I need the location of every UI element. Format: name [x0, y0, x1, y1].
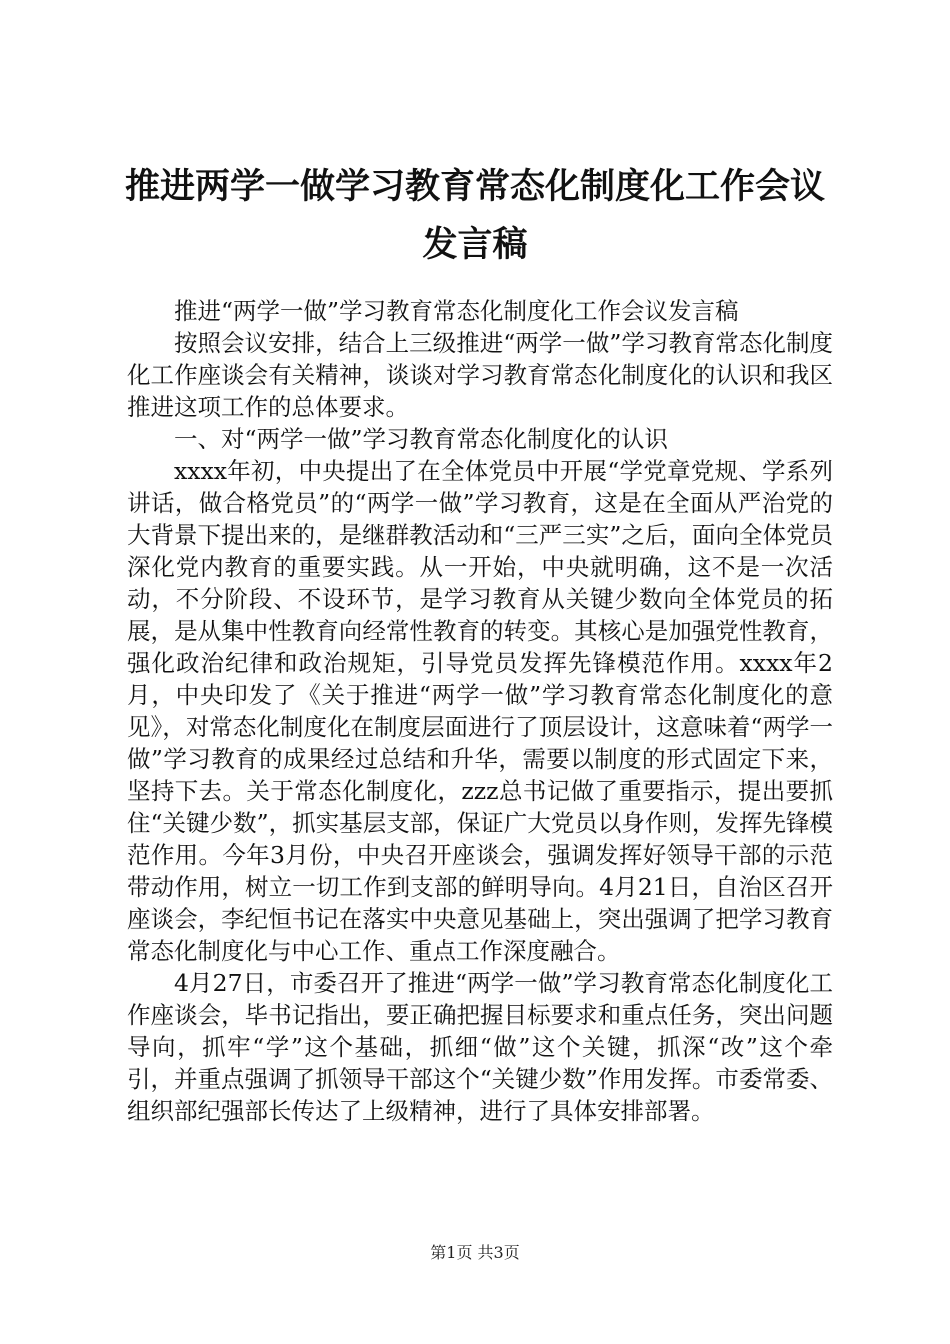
page-number-footer: 第1页 共3页	[430, 1243, 520, 1262]
paragraph-intro: 按照会议安排，结合上三级推进“两学一做”学习教育常态化制度化工作座谈会有关精神，谈谈对学习教育常态化制度化的认识和我区推进这项工作的总体要求。	[127, 329, 833, 421]
title-line-2: 发言稿	[422, 225, 528, 265]
section-heading-1: 一、对“两学一做”学习教育常态化制度化的认识	[174, 425, 669, 453]
paragraph-heading: 推进“两学一做”学习教育常态化制度化工作会议发言稿	[174, 297, 739, 325]
document-title	[110, 158, 840, 274]
paragraph-body-1: xxxx年初，中央提出了在全体党员中开展“学党章党规、学系列讲话，做合格党员”的“两学一做”学习教育，这是在全面从严治党的大背景下提出来的，是继群教活动和“三严三实”之后，面向全体党员深化党内教育的重要实践。从一开始，中央就明确，这不是一次活动，不分阶段、不设环节，是学习教育从关键少数向全体党员的拓展，是从集中性教育向经常性教育的转变。其核心是加强党性教育，强化政治纪律和政治规矩，引导党员发挥先锋模范作用。xxxx年2月，中央印发了《关于推进“两学一做”学习教育常态化制度化的意见》，对常态化制度化在制度层面进行了顶层设计，这意味着“两学一做”学习教育的成果经过总结和升华，需要以制度的形式固定下来，坚持下去。关于常态化制度化，zzz总书记做了重要指示，提出要抓住“关键少数”，抓实基层支部，保证广大党员以身作则，发挥先锋模范作用。今年3月份，中央召开座谈会，强调发挥好领导干部的示范带动作用，树立一切工作到支部的鲜明导向。4月21日，自治区召开座谈会，李纪恒书记在落实中央意见基础上，突出强调了把学习教育常态化制度化与中心工作、重点工作深度融合。	[127, 457, 833, 965]
paragraph-body-2: 4月27日，市委召开了推进“两学一做”学习教育常态化制度化工作座谈会，毕书记指出，要正确把握目标要求和重点任务，突出问题导向，抓牢“学”这个基础，抓细“做”这个关键，抓深“改”这个牵引，并重点强调了抓领导干部这个“关键少数”作用发挥。市委常委、组织部纪强部长传达了上级精神，进行了具体安排部署。	[127, 969, 833, 1125]
title-line-1: 推进两学一做学习教育常态化制度化工作会议	[124, 167, 825, 207]
document-body	[127, 295, 833, 1127]
